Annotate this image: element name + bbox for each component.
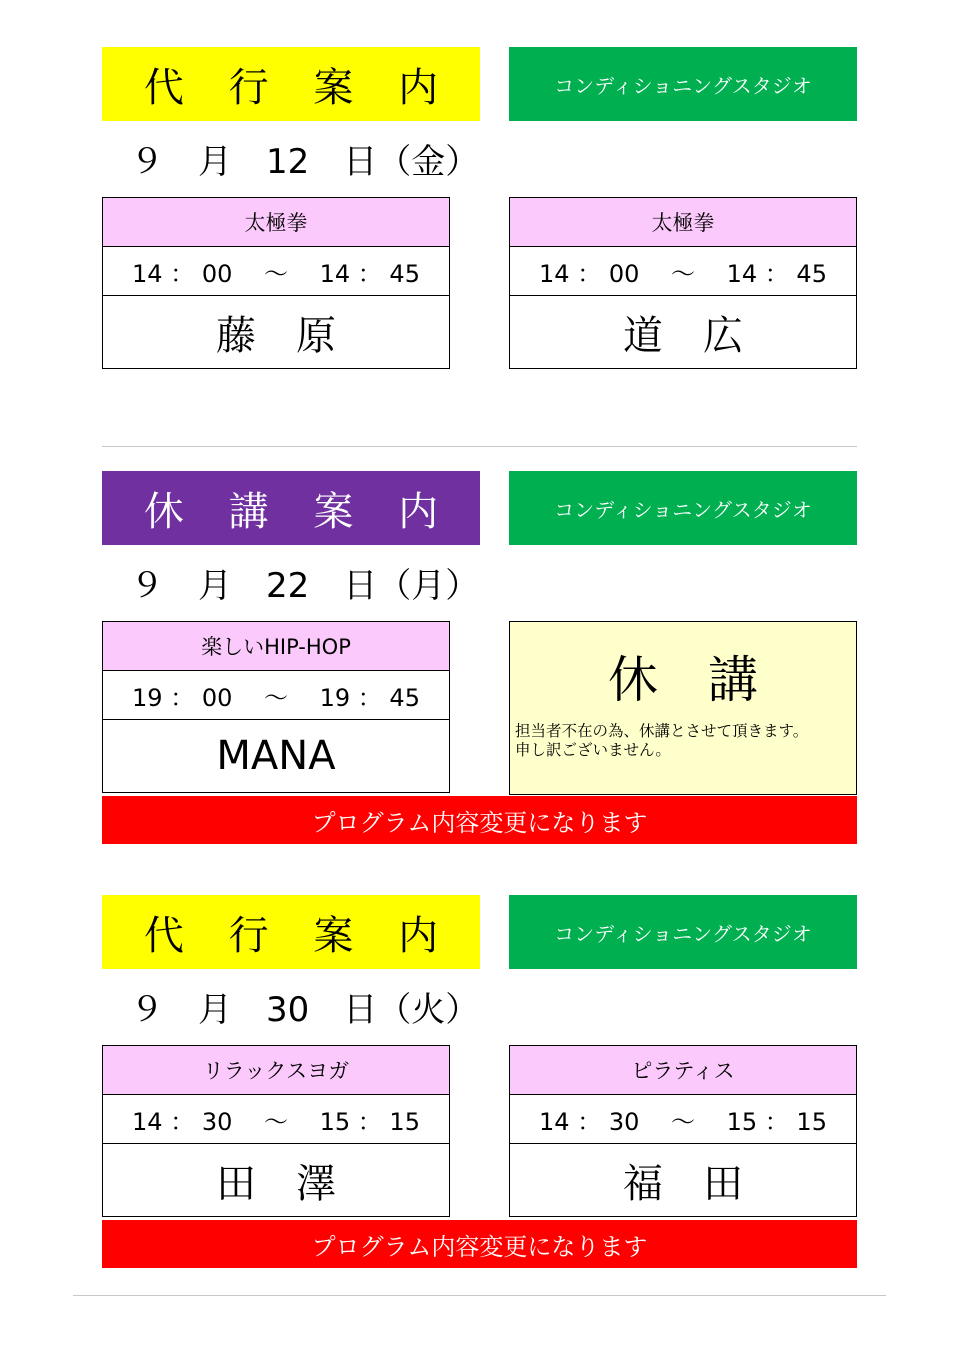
instructor-name: 道 広 <box>623 312 743 359</box>
studio-label: コンディショニングスタジオ <box>509 471 857 545</box>
cancellation-message-line: 申し訳ございません。 <box>515 741 671 759</box>
substitute-notice-title: 代 行 案 内 <box>102 895 480 969</box>
instructor-name: 福 田 <box>623 1160 743 1207</box>
instructor-name: MANA <box>216 733 336 779</box>
class-time: 14 ： 00 ～ 14 ： 45 <box>510 247 856 296</box>
class-time: 14 ： 30 ～ 15 ： 15 <box>510 1095 856 1144</box>
instructor-name: 田 澤 <box>216 1160 336 1207</box>
program-change-banner: プログラム内容変更になります <box>102 796 857 844</box>
cancellation-message <box>515 722 808 760</box>
lesson-card <box>102 197 450 369</box>
class-name: 太極拳 <box>103 198 449 247</box>
instructor-name: 藤 原 <box>216 312 336 359</box>
class-name: リラックスヨガ <box>103 1046 449 1095</box>
notice-date: ９ 月 22 日（月） <box>130 565 480 606</box>
page-divider <box>73 1295 886 1296</box>
substitute-notice-title: 代 行 案 内 <box>102 47 480 121</box>
notice-date: ９ 月 30 日（火） <box>130 989 480 1030</box>
class-time: 14 ： 00 ～ 14 ： 45 <box>103 247 449 296</box>
cancellation-heading: 休 講 <box>608 651 758 709</box>
cancellation-message-line: 担当者不在の為、休講とさせて頂きます。 <box>515 722 809 740</box>
class-time: 19 ： 00 ～ 19 ： 45 <box>103 671 449 720</box>
section-divider <box>102 446 857 447</box>
lesson-card <box>509 197 857 369</box>
cancellation-box <box>509 621 857 795</box>
lesson-card <box>509 1045 857 1217</box>
class-name: ピラティス <box>510 1046 856 1095</box>
cancellation-notice-title: 休 講 案 内 <box>102 471 480 545</box>
program-change-banner: プログラム内容変更になります <box>102 1220 857 1268</box>
class-name: 楽しいHIP-HOP <box>103 622 449 671</box>
class-name: 太極拳 <box>510 198 856 247</box>
lesson-card <box>102 1045 450 1217</box>
studio-label: コンディショニングスタジオ <box>509 47 857 121</box>
class-time: 14 ： 30 ～ 15 ： 15 <box>103 1095 449 1144</box>
notice-date: ９ 月 12 日（金） <box>130 141 480 182</box>
lesson-card <box>102 621 450 793</box>
studio-label: コンディショニングスタジオ <box>509 895 857 969</box>
